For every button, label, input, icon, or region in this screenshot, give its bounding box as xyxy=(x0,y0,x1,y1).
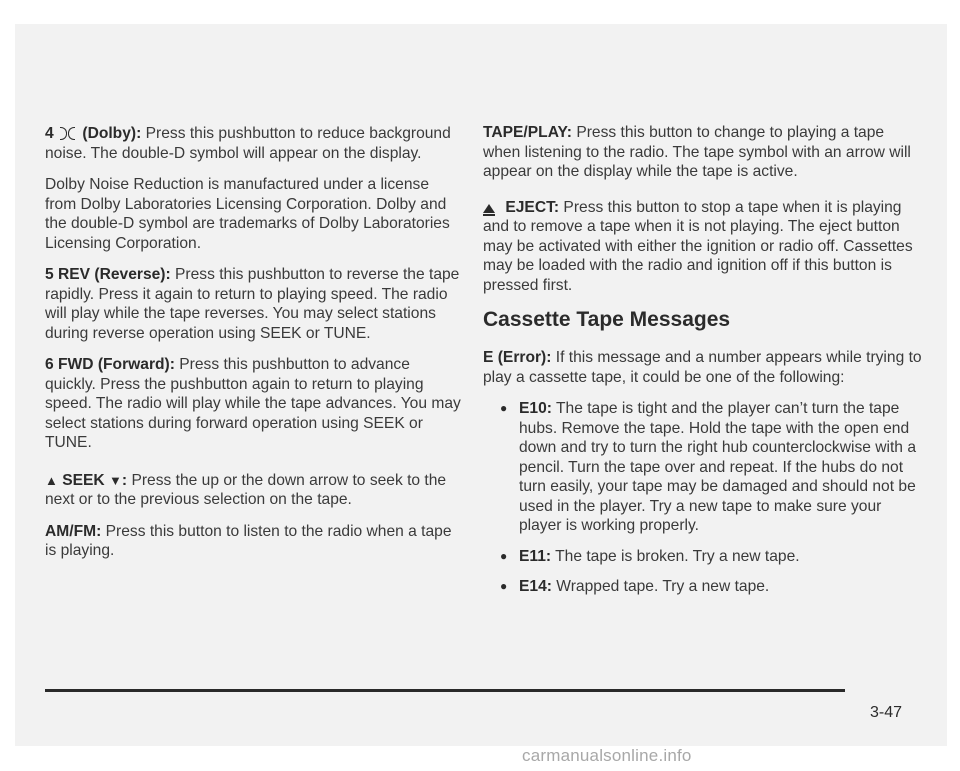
dolby-title: (Dolby): xyxy=(82,125,142,142)
tapeplay-title: TAPE/PLAY: xyxy=(483,124,572,141)
eject-title: EJECT: xyxy=(505,198,560,216)
dolby-number: 4 xyxy=(45,125,54,142)
eject-paragraph xyxy=(483,198,923,296)
code-text: The tape is broken. Try a new tape. xyxy=(555,547,800,565)
error-code-list xyxy=(483,399,923,597)
seek-colon: : xyxy=(121,471,128,489)
triangle-up-icon: ▲ xyxy=(45,472,58,488)
seek-title: SEEK xyxy=(62,471,105,489)
code-text: Wrapped tape. Try a new tape. xyxy=(556,578,770,595)
bullet-icon: ● xyxy=(500,579,508,593)
rev-text: Press this pushbutton to reverse the tape rapidly. Press it again to return to playing speed. The radio will play while the tape reverses. You may select stations during reverse operation using SEEK or TUNE. xyxy=(45,266,460,342)
eject-icon xyxy=(483,204,495,216)
fwd-title: 6 FWD (Forward): xyxy=(45,356,175,373)
seek-paragraph xyxy=(45,471,463,510)
error-paragraph xyxy=(483,348,923,387)
footer-rule xyxy=(45,689,845,692)
list-item xyxy=(500,547,923,567)
manual-page xyxy=(15,24,947,746)
bullet-icon: ● xyxy=(500,548,508,563)
seek-text: Press the up or the down arrow to seek to the next or to the previous selection on the tape. xyxy=(45,471,447,508)
error-text: If this message and a number appears while trying to play a cassette tape, it could be one of the following: xyxy=(483,349,922,386)
eject-text: Press this button to stop a tape when it is playing and to remove a tape when it is not playing. The eject button may be activated with either the ignition or radio off. Cassettes may be loaded with the radio and ignition off if this button is pressed first. xyxy=(483,198,913,294)
dolby-paragraph xyxy=(45,124,463,163)
code-title: E11: xyxy=(519,547,552,565)
tapeplay-text: Press this button to change to playing a tape when listening to the radio. The tape symbol with an arrow will appear on the display while the tape is active. xyxy=(483,124,911,180)
fwd-text: Press this pushbutton to advance quickly. Press the pushbutton again to return to playing speed. The radio will play while the tape advances. You may select stations during forward operation using SEEK or TUNE. xyxy=(45,356,461,451)
left-column xyxy=(45,124,463,573)
code-title: E10: xyxy=(519,400,552,417)
amfm-paragraph xyxy=(45,522,463,561)
code-text: The tape is tight and the player can’t turn the tape hubs. Remove the tape. Hold the tape with the open end down and try to turn the right hub counterclockwise with a pencil. Turn the tape over and repeat. If the hubs do not turn easily, your tape may be damaged and should not be used in the player. Try a new tape to make sure your player is working properly. xyxy=(519,400,916,534)
dolby-text: Press this pushbutton to reduce background noise. The double-D symbol will appear on the display. xyxy=(45,125,451,162)
dolby-note: Dolby Noise Reduction is manufactured under a license from Dolby Laboratories Licensing Corporation. Dolby and the double-D symbol are trademarks of Dolby Laboratories Licensing Corporation. xyxy=(45,176,450,252)
error-title: E (Error): xyxy=(483,349,552,366)
bullet-icon: ● xyxy=(500,401,508,415)
watermark: carmanualsonline.info xyxy=(522,746,692,765)
amfm-title: AM/FM: xyxy=(45,522,102,540)
amfm-text: Press this button to listen to the radio when a tape is playing. xyxy=(45,522,452,559)
list-item xyxy=(500,577,923,597)
triangle-down-icon: ▼ xyxy=(109,472,122,488)
list-item xyxy=(500,399,923,536)
fwd-paragraph xyxy=(45,355,463,453)
tapeplay-paragraph xyxy=(483,123,923,182)
double-d-icon xyxy=(60,127,75,140)
page-number: 3-47 xyxy=(870,704,903,721)
rev-paragraph xyxy=(45,265,463,343)
section-heading: Cassette Tape Messages xyxy=(483,308,731,331)
right-column xyxy=(483,123,923,608)
code-title: E14: xyxy=(519,578,552,595)
rev-title: 5 REV (Reverse): xyxy=(45,266,171,283)
